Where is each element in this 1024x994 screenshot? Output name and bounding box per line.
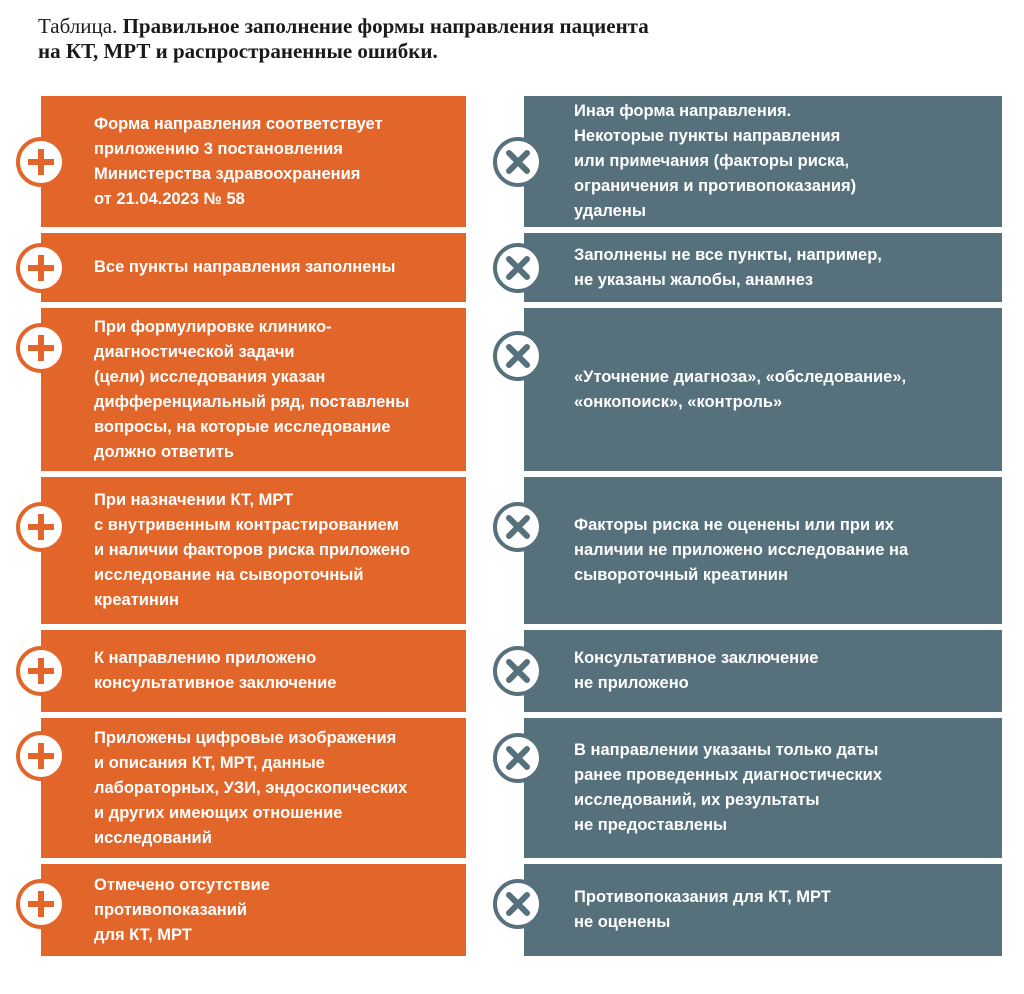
error-text: «Уточнение диагноза», «обследование», «онкопоиск», «контроль» bbox=[574, 367, 907, 411]
error-text: Заполнены не все пункты, например, не указаны жалобы, анамнез bbox=[574, 245, 882, 289]
x-circle-icon bbox=[493, 502, 543, 552]
title-bold-line-2: на КТ, МРТ и распространенные ошибки. bbox=[38, 39, 438, 63]
correct-cell bbox=[41, 630, 466, 712]
plus-circle-icon bbox=[16, 243, 66, 293]
error-text: Противопоказания для КТ, МРТ не оценены bbox=[574, 888, 831, 931]
table-title bbox=[38, 14, 818, 64]
error-cell bbox=[524, 718, 1002, 858]
table-row bbox=[0, 233, 1024, 302]
table-row bbox=[0, 864, 1024, 956]
x-circle-icon bbox=[493, 137, 543, 187]
correct-cell bbox=[41, 477, 466, 624]
plus-circle-icon bbox=[16, 137, 66, 187]
plus-circle-icon bbox=[16, 323, 66, 373]
error-cell bbox=[524, 630, 1002, 712]
error-cell bbox=[524, 233, 1002, 302]
error-cell bbox=[524, 477, 1002, 624]
plus-circle-icon bbox=[16, 502, 66, 552]
error-text: Иная форма направления. Некоторые пункты направления или примечания (факторы риска, ограничения и противопоказания) удалены bbox=[574, 102, 857, 220]
x-circle-icon bbox=[493, 733, 543, 783]
x-circle-icon bbox=[493, 331, 543, 381]
correct-text: Отмечено отсутствие противопоказаний для КТ, МРТ bbox=[94, 875, 270, 944]
correct-text: Все пункты направления заполнены bbox=[94, 258, 396, 276]
error-text: Факторы риска не оценены или при их наличии не приложено исследование на сывороточный креатинин bbox=[574, 516, 909, 584]
correct-cell bbox=[41, 96, 466, 227]
correct-text: К направлению приложено консультативное заключение bbox=[94, 649, 337, 692]
x-circle-icon bbox=[493, 243, 543, 293]
plus-circle-icon bbox=[16, 646, 66, 696]
table-row bbox=[0, 630, 1024, 712]
error-cell bbox=[524, 96, 1002, 227]
error-text: В направлении указаны только даты ранее проведенных диагностических исследований, их результаты не предоставлены bbox=[574, 741, 883, 834]
correct-text: При назначении КТ, МРТ с внутривенным контрастированием и наличии факторов риска приложено исследование на сывороточный креатинин bbox=[94, 491, 411, 609]
correct-cell bbox=[41, 718, 466, 858]
correct-text: При формулировке клинико- диагностической задачи (цели) исследования указан дифференциальный ряд, поставлены вопросы, на которые исследование должно ответить bbox=[94, 317, 410, 461]
table-row bbox=[0, 477, 1024, 624]
table-row bbox=[0, 96, 1024, 227]
table-row bbox=[0, 718, 1024, 858]
correct-cell bbox=[41, 233, 466, 302]
x-circle-icon bbox=[493, 879, 543, 929]
table-row bbox=[0, 308, 1024, 471]
error-cell bbox=[524, 308, 1002, 471]
correct-text: Приложены цифровые изображения и описания КТ, МРТ, данные лабораторных, УЗИ, эндоскопических и других имеющих отношение исследований bbox=[94, 728, 408, 847]
error-cell bbox=[524, 864, 1002, 956]
plus-circle-icon bbox=[16, 879, 66, 929]
correct-text: Форма направления соответствует приложению 3 постановления Министерства здравоохранения от 21.04.2023 № 58 bbox=[94, 114, 383, 208]
correct-cell bbox=[41, 864, 466, 956]
x-circle-icon bbox=[493, 646, 543, 696]
correct-cell bbox=[41, 308, 466, 471]
title-bold-line-1: Правильное заполнение формы направления пациента bbox=[122, 14, 649, 38]
plus-circle-icon bbox=[16, 731, 66, 781]
error-text: Консультативное заключение не приложено bbox=[574, 649, 819, 692]
title-prefix: Таблица. bbox=[38, 14, 118, 38]
